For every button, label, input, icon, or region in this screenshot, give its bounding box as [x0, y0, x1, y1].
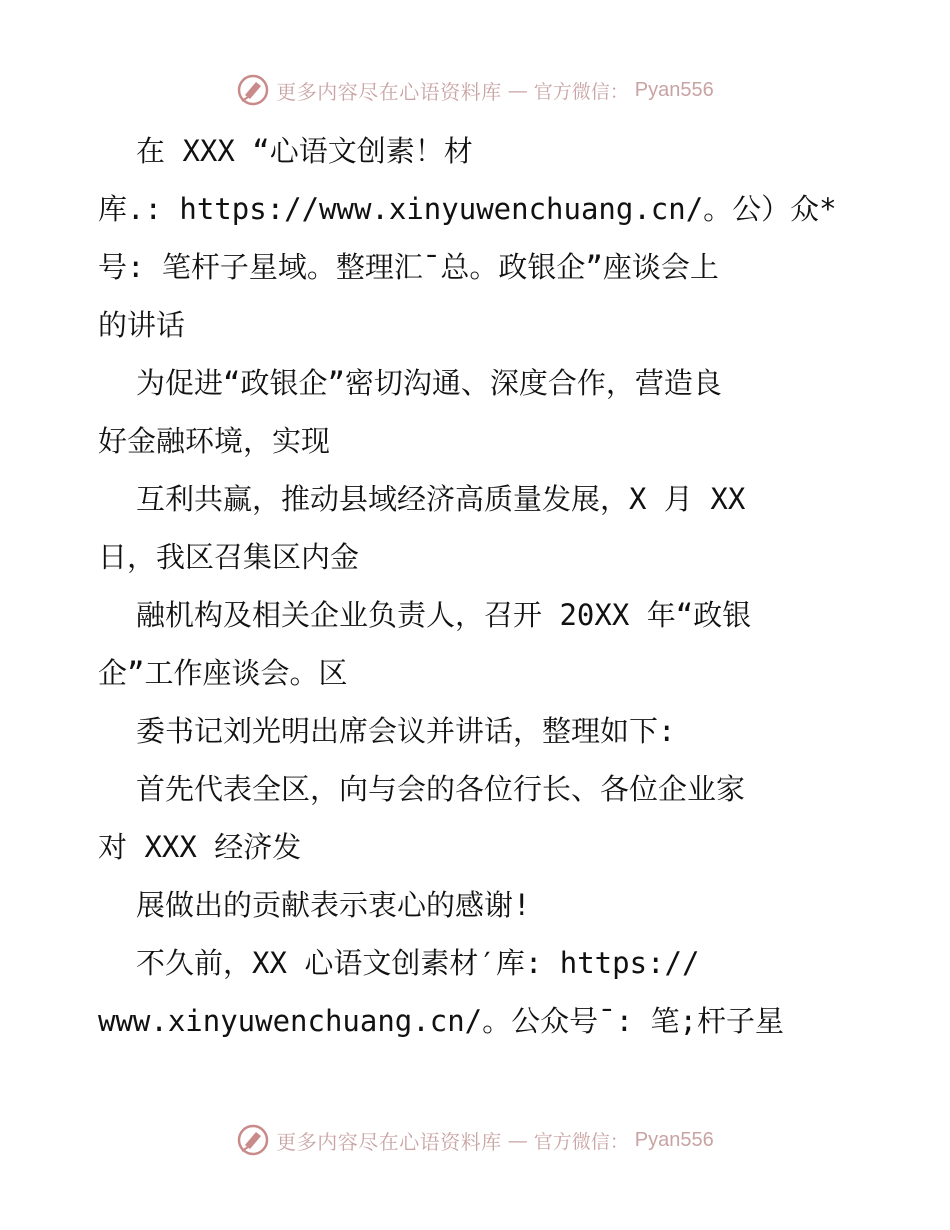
document-line: 融机构及相关企业负责人，召开 20XX 年“政银 — [136, 598, 752, 632]
document-line: 首先代表全区，向与会的各位行长、各位企业家 — [136, 772, 746, 806]
brand-logo-icon — [236, 1123, 270, 1157]
footer-watermark-banner — [0, 1120, 950, 1160]
banner-brand-text: 更多内容尽在心语资料库 — [276, 79, 502, 104]
document-body — [98, 122, 858, 1050]
document-line: www.xinyuwenchuang.cn/。公众号¯: 笔;杆子星 — [98, 1004, 784, 1038]
banner-brand-text: 更多内容尽在心语资料库 — [276, 1129, 502, 1154]
document-line: 为促进“政银企”密切沟通、深度合作，营造良 — [136, 366, 722, 400]
brand-logo-icon — [236, 73, 270, 107]
banner-wechat-id: Pyan556 — [634, 78, 714, 101]
document-line: 的讲话 — [98, 308, 186, 342]
document-line: 不久前，XX 心语文创素材′库: https:// — [136, 946, 700, 980]
document-line: 互利共赢，推动县域经济高质量发展，X 月 XX — [136, 482, 746, 516]
document-line: 委书记刘光明出席会议并讲话，整理如下: — [136, 714, 676, 748]
document-line: 好金融环境，实现 — [98, 424, 331, 458]
banner-dash: — — [507, 1128, 528, 1152]
banner-wechat-label: 官方微信： — [533, 80, 629, 103]
header-watermark-banner — [0, 70, 950, 110]
document-line: 日，我区召集区内金 — [98, 540, 360, 574]
document-line: 号: 笔杆子星域。整理汇¯总。政银企”座谈会上 — [98, 250, 719, 284]
document-line: 企”工作座谈会。区 — [98, 656, 348, 690]
document-line: 库.: https://www.xinyuwenchuang.cn/。公）众* — [98, 192, 837, 226]
document-line: 展做出的贡献表示衷心的感谢! — [136, 888, 531, 922]
banner-dash: — — [507, 78, 528, 102]
document-line: 对 XXX 经济发 — [98, 830, 302, 864]
document-line: 在 XXX “心语文创素！材 — [136, 134, 473, 168]
banner-wechat-id: Pyan556 — [634, 1128, 714, 1151]
banner-wechat-label: 官方微信： — [533, 1130, 629, 1153]
